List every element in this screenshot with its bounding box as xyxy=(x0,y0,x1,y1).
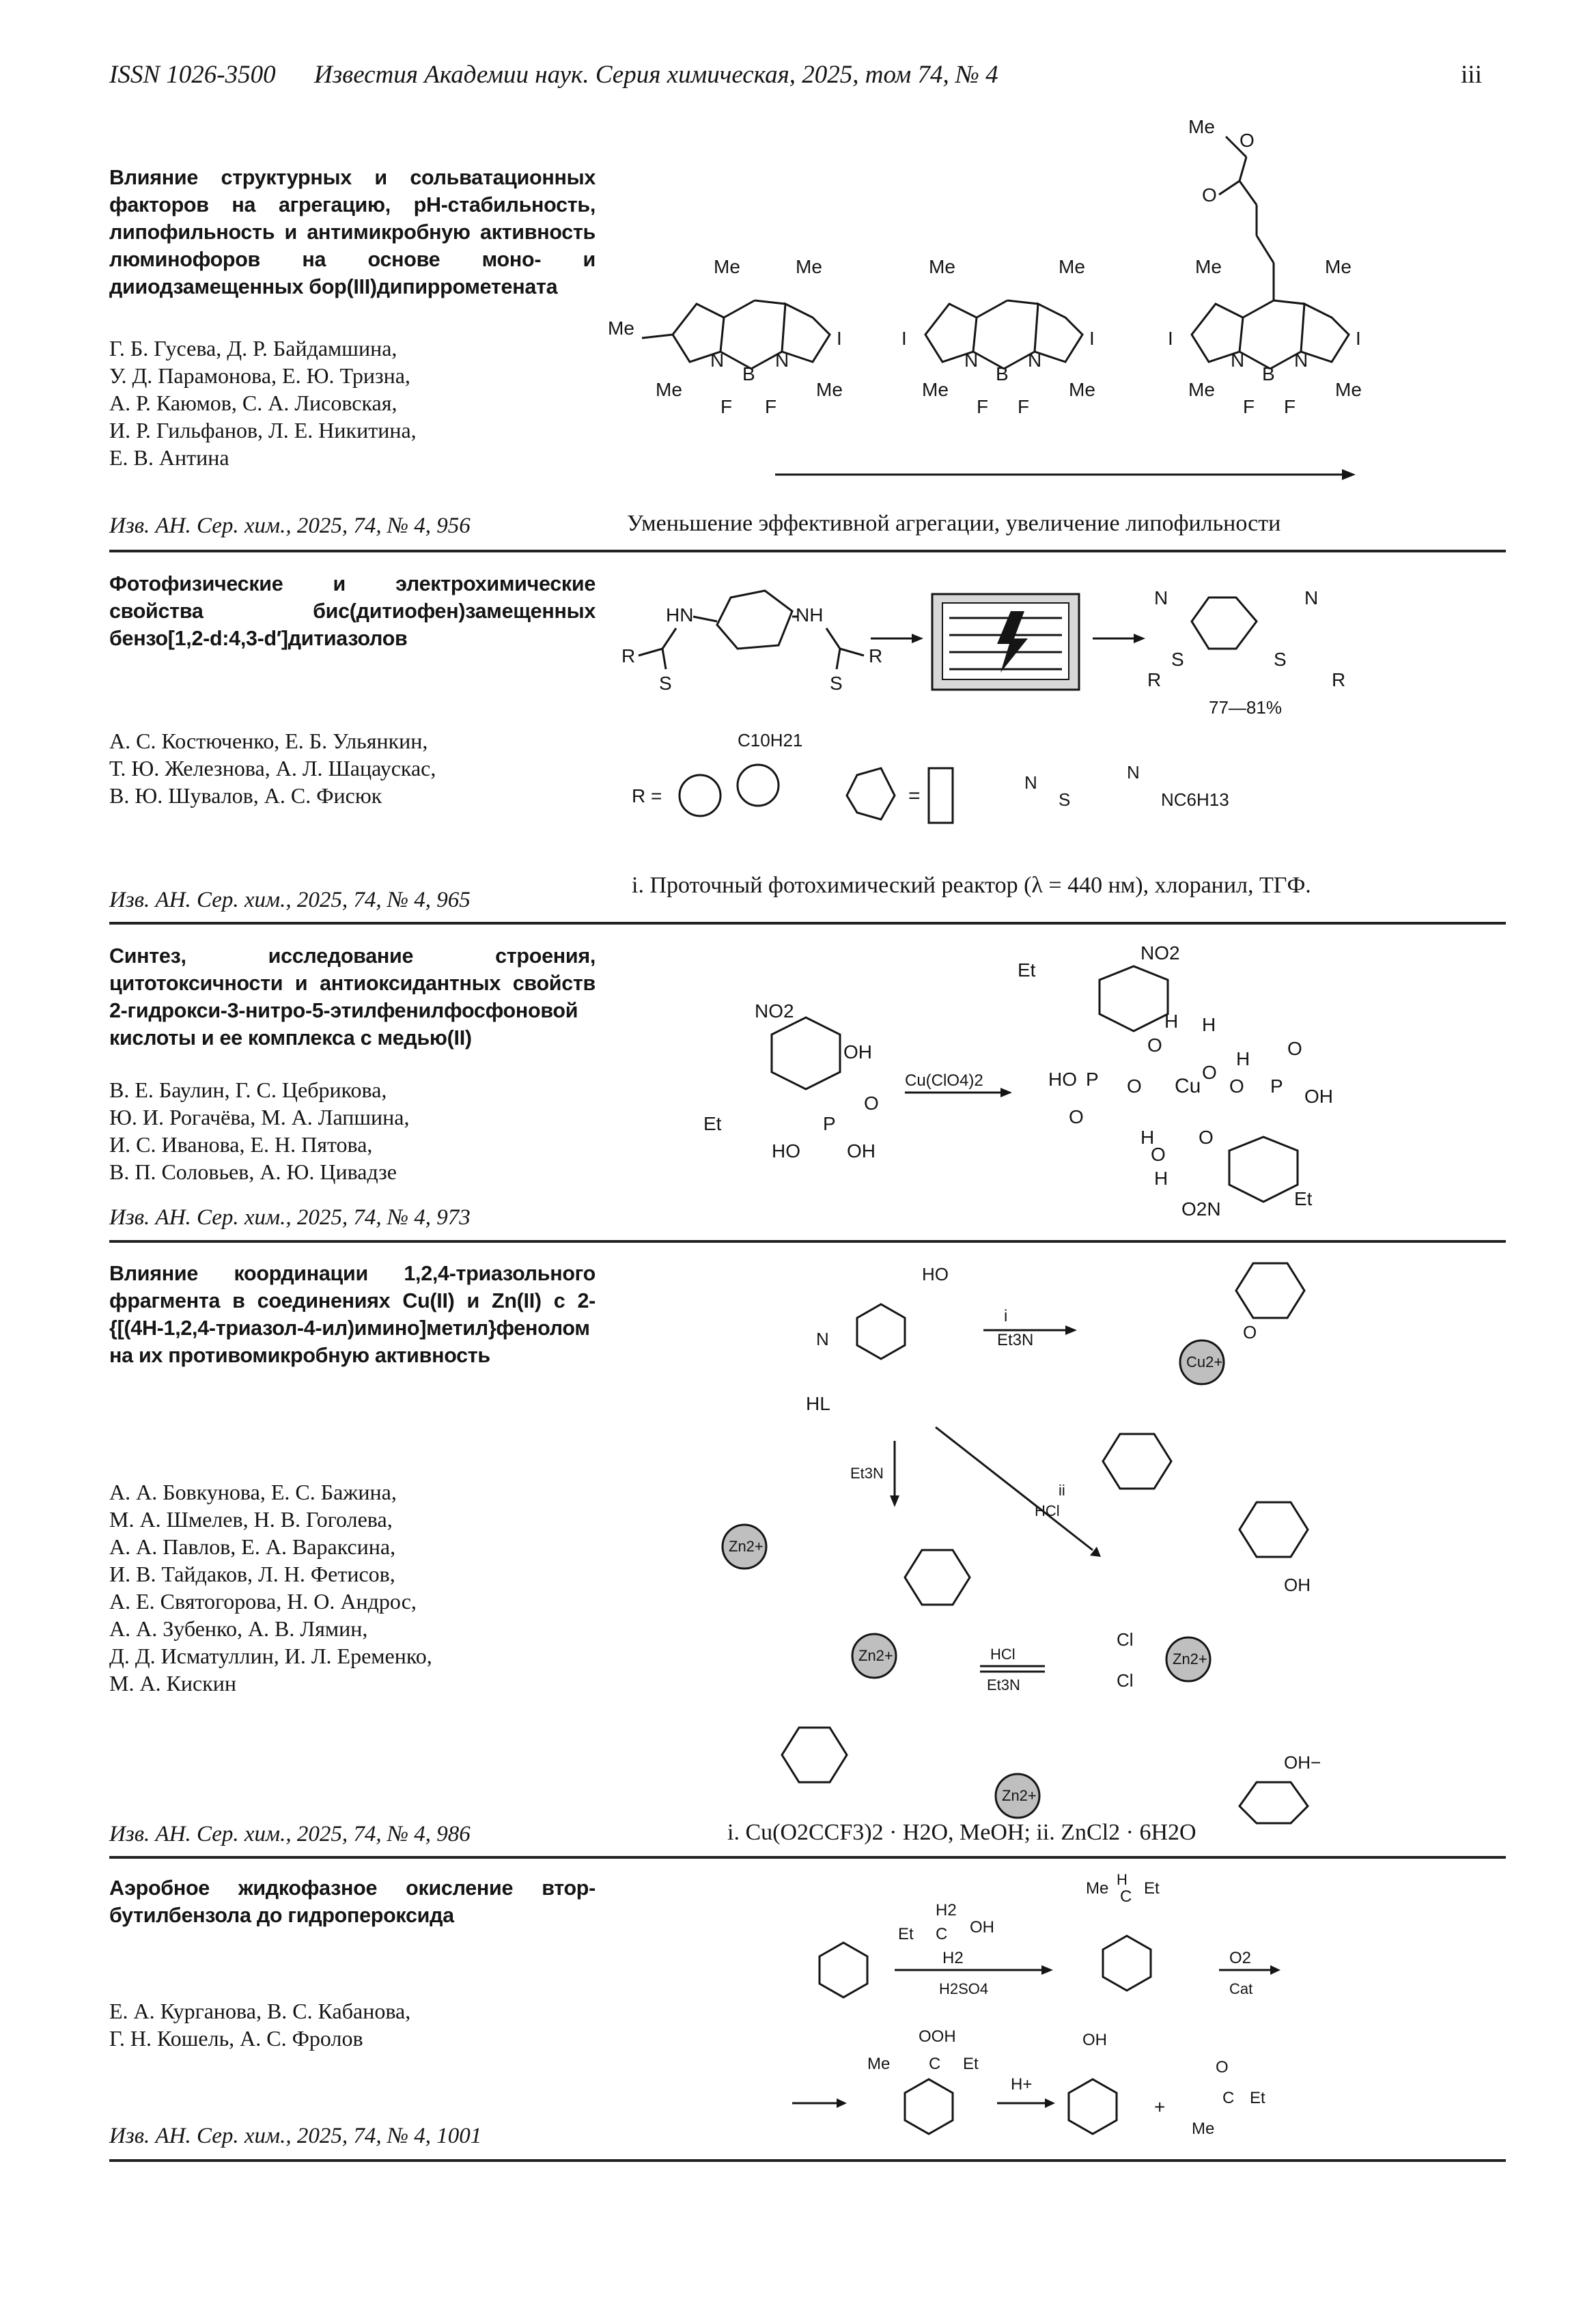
svg-text:Zn2+: Zn2+ xyxy=(729,1538,764,1555)
svg-text:Cl: Cl xyxy=(1117,1629,1134,1650)
svg-text:Me: Me xyxy=(922,379,949,400)
svg-text:Cu2+: Cu2+ xyxy=(1186,1353,1223,1370)
svg-text:HO: HO xyxy=(1048,1069,1077,1090)
section-divider xyxy=(109,550,1506,552)
article-authors: А. А. Бовкунова, Е. С. Бажина, М. А. Шмелев, Н. В. Гоголева, А. А. Павлов, Е. А. Вараксина, И. В. Тайдаков, Л. Н. Фетисов, А. Е. Святогорова, Н. О. Андрос, А. А. Зубенко, А. В. Лямин, Д. Д. Исматуллин, И. Л. Еременко, М. А. Кискин xyxy=(109,1480,432,1696)
svg-text:P: P xyxy=(1270,1075,1283,1097)
svg-text:Me: Me xyxy=(929,256,955,277)
svg-text:F: F xyxy=(1284,396,1296,417)
scheme-caption: i. Проточный фотохимический реактор (λ = 440 нм), хлоранил, ТГФ. xyxy=(632,873,1311,898)
svg-text:P: P xyxy=(823,1113,836,1134)
svg-text:OH: OH xyxy=(1082,2031,1107,2049)
svg-text:S: S xyxy=(830,673,843,694)
article-title[interactable]: Синтез, исследование строения, цитотоксичности и антиоксидантных свойств 2-гидрокси-3-нитро-5-этилфенилфосфоновой кислоты и ее комплекса с медью(II) xyxy=(109,944,596,1050)
svg-text:NO2: NO2 xyxy=(1140,942,1180,963)
svg-text:Me: Me xyxy=(1086,1879,1109,1898)
svg-text:77—81%: 77—81% xyxy=(1209,697,1282,718)
svg-text:N: N xyxy=(710,350,725,371)
svg-text:B: B xyxy=(742,363,755,384)
svg-text:OH: OH xyxy=(843,1041,872,1063)
svg-text:Me: Me xyxy=(1069,379,1095,400)
scheme-caption: i. Cu(O2CCF3)2 · H2O, MeOH; ii. ZnCl2 · 6H2O xyxy=(727,1820,1196,1845)
svg-text:Me: Me xyxy=(816,379,843,400)
bodipy-molecule-ester xyxy=(1168,116,1362,417)
svg-text:H2: H2 xyxy=(936,1901,957,1919)
svg-text:N: N xyxy=(1304,587,1319,608)
svg-text:Et: Et xyxy=(898,1925,914,1943)
svg-text:C: C xyxy=(1222,2089,1235,2107)
svg-text:ii: ii xyxy=(1059,1482,1065,1499)
article-citation[interactable]: Изв. АН. Сер. хим., 2025, 74, № 4, 1001 xyxy=(109,2124,482,2148)
svg-text:Me: Me xyxy=(796,256,822,277)
svg-text:H2: H2 xyxy=(942,1949,964,1967)
svg-text:F: F xyxy=(765,396,777,417)
section-divider xyxy=(109,1856,1506,1859)
svg-text:R: R xyxy=(1332,669,1346,690)
svg-text:O: O xyxy=(1151,1144,1166,1165)
phosphonic-acid-scheme xyxy=(676,939,1461,1226)
bodipy-scheme xyxy=(608,116,1427,495)
svg-text:Cl: Cl xyxy=(1117,1670,1134,1691)
svg-text:N: N xyxy=(1028,350,1042,371)
svg-text:Et: Et xyxy=(963,2055,979,2073)
svg-text:H: H xyxy=(1140,1127,1155,1148)
svg-text:O2N: O2N xyxy=(1181,1198,1221,1220)
svg-text:O: O xyxy=(1202,1062,1217,1083)
svg-text:NH: NH xyxy=(796,604,824,625)
svg-text:C: C xyxy=(1120,1887,1132,1906)
svg-text:Zn2+: Zn2+ xyxy=(1173,1650,1207,1668)
svg-text:Et: Et xyxy=(1018,959,1036,981)
svg-text:O: O xyxy=(1287,1038,1302,1059)
section-divider xyxy=(109,922,1506,925)
svg-text:S: S xyxy=(659,673,672,694)
svg-text:H: H xyxy=(1236,1048,1250,1069)
svg-text:HCl: HCl xyxy=(990,1646,1016,1663)
article-authors: В. Е. Баулин, Г. С. Цебрикова, Ю. И. Рогачёва, М. А. Лапшина, И. С. Иванова, Е. Н. Пятова, В. П. Соловьев, А. Ю. Цивадзе xyxy=(109,1078,410,1184)
svg-text:Et: Et xyxy=(1294,1188,1313,1209)
svg-text:S: S xyxy=(1059,789,1071,810)
page-number: iii xyxy=(1461,61,1482,89)
svg-text:Cu(ClO4)2: Cu(ClO4)2 xyxy=(905,1071,983,1090)
scheme-caption: Уменьшение эффективной агрегации, увеличение липофильности xyxy=(627,511,1281,536)
svg-text:F: F xyxy=(1018,396,1030,417)
article-citation[interactable]: Изв. АН. Сер. хим., 2025, 74, № 4, 986 xyxy=(109,1822,471,1846)
svg-text:I: I xyxy=(1168,328,1173,349)
svg-text:C: C xyxy=(936,1925,948,1943)
issn: ISSN 1026-3500 xyxy=(109,61,276,89)
svg-text:O: O xyxy=(864,1093,879,1114)
svg-text:OH: OH xyxy=(847,1140,876,1162)
svg-text:+: + xyxy=(1154,2096,1166,2118)
journal-title: Известия Академии наук. Серия химическая, 2025, том 74, № 4 xyxy=(314,61,998,89)
oxidation-scheme xyxy=(792,1868,1407,2168)
svg-text:I: I xyxy=(1356,328,1361,349)
svg-text:Zn2+: Zn2+ xyxy=(858,1647,893,1664)
article-title[interactable]: Влияние координации 1,2,4-триазольного фрагмента в соединениях Cu(II) и Zn(II) с 2-{[(4H-1,2,4-триазол-4-ил)имино]метил}фенолом на их противомикробную активность xyxy=(109,1262,596,1367)
svg-text:B: B xyxy=(1262,363,1275,384)
svg-text:O: O xyxy=(1202,184,1217,206)
svg-text:I: I xyxy=(901,328,907,349)
svg-text:C10H21: C10H21 xyxy=(738,730,803,750)
svg-text:Me: Me xyxy=(1192,2120,1215,2138)
bodipy-molecule-diiodo xyxy=(901,256,1095,417)
section-divider xyxy=(109,1240,1506,1243)
svg-text:NO2: NO2 xyxy=(755,1000,794,1022)
svg-text:Me: Me xyxy=(1059,256,1085,277)
svg-text:=: = xyxy=(908,785,921,807)
svg-text:NC6H13: NC6H13 xyxy=(1161,789,1229,810)
svg-text:I: I xyxy=(837,328,842,349)
article-title[interactable]: Фотофизические и электрохимические свойства бис(дитиофен)замещенных бензо[1,2-d:4,3-d′]дитиазолов xyxy=(109,572,596,650)
article-authors: Е. А. Курганова, В. С. Кабанова, Г. Н. Кошель, А. С. Фролов xyxy=(109,1999,411,2051)
article-title[interactable]: Влияние структурных и сольватационных факторов на агрегацию, pH-стабильность, липофильность и антимикробную активность люминофоров на основе моно- и дииодзамещенных бор(III)дипиррометената xyxy=(109,166,596,298)
svg-text:Me: Me xyxy=(608,318,634,339)
svg-text:F: F xyxy=(1243,396,1255,417)
svg-text:Me: Me xyxy=(1195,256,1222,277)
photoreactor-icon xyxy=(932,594,1079,690)
svg-text:Et3N: Et3N xyxy=(987,1676,1020,1693)
svg-text:F: F xyxy=(720,396,733,417)
svg-text:OH: OH xyxy=(970,1918,994,1937)
svg-text:Cu: Cu xyxy=(1175,1075,1201,1097)
svg-text:HO: HO xyxy=(772,1140,800,1162)
svg-text:N: N xyxy=(1231,350,1245,371)
svg-text:Et: Et xyxy=(1144,1879,1160,1898)
svg-text:OH: OH xyxy=(1304,1086,1333,1107)
article-citation[interactable]: Изв. АН. Сер. хим., 2025, 74, № 4, 973 xyxy=(109,1205,471,1230)
svg-text:B: B xyxy=(996,363,1009,384)
svg-text:S: S xyxy=(1171,649,1184,670)
svg-text:F: F xyxy=(977,396,989,417)
svg-text:Me: Me xyxy=(1188,116,1215,137)
svg-text:O: O xyxy=(1069,1106,1084,1127)
svg-text:HN: HN xyxy=(666,604,694,625)
article-authors: Г. Б. Гусева, Д. Р. Байдамшина, У. Д. Парамонова, Е. Ю. Тризна, А. Р. Каюмов, С. А. Лисовская, И. Р. Гильфанов, Л. Е. Никитина, Е. В. Антина xyxy=(109,336,417,470)
article-authors: А. С. Костюченко, Е. Б. Ульянкин, Т. Ю. Железнова, А. Л. Шацаускас, В. Ю. Шувалов, А. С. Фисюк xyxy=(109,729,436,808)
svg-text:HL: HL xyxy=(806,1393,830,1414)
svg-text:Et3N: Et3N xyxy=(850,1465,884,1482)
svg-text:O: O xyxy=(1229,1075,1244,1097)
svg-text:I: I xyxy=(1089,328,1095,349)
svg-text:N: N xyxy=(1294,350,1308,371)
svg-text:O: O xyxy=(1127,1075,1142,1097)
svg-text:H+: H+ xyxy=(1011,2075,1033,2094)
svg-text:S: S xyxy=(1274,649,1287,670)
svg-text:H: H xyxy=(1202,1014,1216,1035)
article-title[interactable]: Аэробное жидкофазное окисление втор-бутилбензола до гидропероксида xyxy=(109,1876,596,1927)
svg-text:Me: Me xyxy=(867,2055,891,2073)
svg-text:H: H xyxy=(1154,1168,1168,1189)
svg-text:O: O xyxy=(1243,1322,1257,1342)
svg-text:OH−: OH− xyxy=(1284,1752,1321,1773)
svg-text:N: N xyxy=(775,350,789,371)
article-citation[interactable]: Изв. АН. Сер. хим., 2025, 74, № 4, 965 xyxy=(109,888,471,912)
svg-text:O: O xyxy=(1240,130,1255,151)
svg-text:H: H xyxy=(1117,1871,1128,1888)
svg-text:Me: Me xyxy=(1325,256,1352,277)
svg-text:OH: OH xyxy=(1284,1575,1311,1595)
svg-text:Et: Et xyxy=(1250,2089,1265,2107)
svg-text:R: R xyxy=(1147,669,1162,690)
svg-text:Et: Et xyxy=(703,1113,722,1134)
svg-text:O2: O2 xyxy=(1229,1949,1252,1967)
section-divider xyxy=(109,2159,1506,2162)
svg-text:H: H xyxy=(1164,1011,1179,1032)
svg-text:P: P xyxy=(1086,1069,1099,1090)
svg-text:Et3N: Et3N xyxy=(997,1331,1034,1349)
svg-text:Me: Me xyxy=(1335,379,1362,400)
svg-text:N: N xyxy=(1024,772,1037,793)
bodipy-molecule-mono xyxy=(608,256,843,417)
svg-text:i: i xyxy=(1004,1307,1008,1325)
svg-text:H2SO4: H2SO4 xyxy=(939,1980,989,1997)
svg-text:O: O xyxy=(1199,1127,1214,1148)
svg-text:N: N xyxy=(1154,587,1168,608)
svg-text:HO: HO xyxy=(922,1264,949,1284)
svg-text:Cat: Cat xyxy=(1229,1980,1253,1997)
svg-text:R: R xyxy=(621,645,636,666)
svg-text:C: C xyxy=(929,2055,941,2073)
svg-text:R: R xyxy=(869,645,883,666)
svg-text:Me: Me xyxy=(1188,379,1215,400)
svg-text:Me: Me xyxy=(714,256,740,277)
svg-text:N: N xyxy=(1127,762,1140,783)
dithiazole-scheme xyxy=(621,570,1496,830)
svg-text:O: O xyxy=(1216,2058,1229,2077)
svg-text:N: N xyxy=(964,350,979,371)
running-header xyxy=(109,60,1482,94)
article-citation[interactable]: Изв. АН. Сер. хим., 2025, 74, № 4, 956 xyxy=(109,514,471,538)
svg-text:N: N xyxy=(816,1329,829,1349)
svg-text:HCl: HCl xyxy=(1035,1502,1060,1519)
triazole-complex-scheme xyxy=(710,1250,1475,1810)
svg-text:R =: R = xyxy=(632,785,662,806)
svg-text:OOH: OOH xyxy=(919,2027,956,2046)
svg-text:O: O xyxy=(1147,1035,1162,1056)
svg-text:Me: Me xyxy=(656,379,682,400)
svg-text:Zn2+: Zn2+ xyxy=(1002,1787,1037,1804)
